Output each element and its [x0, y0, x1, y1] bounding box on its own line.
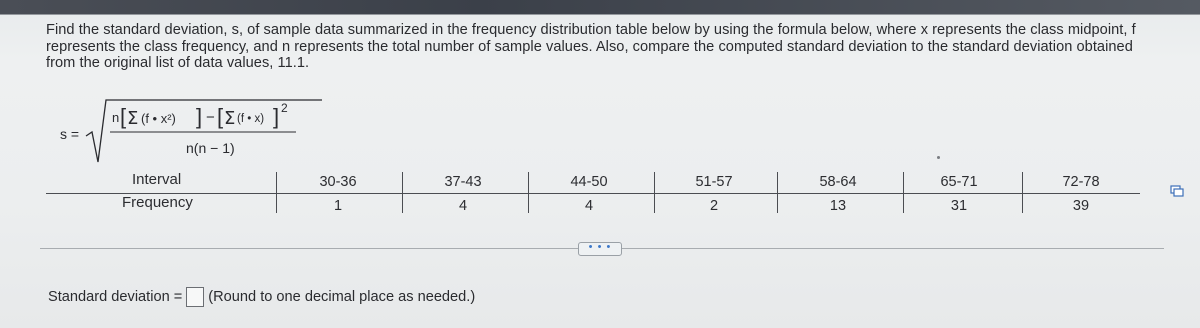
frequency-cell: 1	[333, 198, 343, 214]
table-divider	[46, 193, 1140, 194]
formula-exponent: 2	[281, 101, 288, 115]
frequency-cell: 4	[458, 198, 468, 214]
sigma-1: Σ	[127, 108, 139, 129]
column-separator	[654, 172, 655, 213]
interval-cell: 37-43	[444, 174, 482, 190]
frequency-cell: 39	[1072, 198, 1090, 214]
more-options-button[interactable]: • • •	[578, 242, 622, 256]
formula-minus: −	[206, 109, 215, 126]
sigma-2: Σ	[224, 108, 236, 129]
interval-cell: 65-71	[940, 174, 978, 190]
frequency-cell: 31	[950, 198, 968, 214]
formula-denominator: n(n − 1)	[186, 140, 235, 156]
top-bar	[0, 0, 1200, 14]
column-separator	[276, 172, 277, 213]
formula-n: n	[112, 110, 120, 125]
bracket-close-2: ]	[273, 104, 280, 129]
column-separator	[777, 172, 778, 213]
column-separator	[1022, 172, 1023, 213]
frequency-cell: 13	[829, 198, 847, 214]
std-dev-formula	[46, 98, 326, 168]
column-separator	[903, 172, 904, 213]
frequency-table	[46, 170, 1140, 216]
answer-hint: (Round to one decimal place as needed.)	[208, 289, 476, 305]
interval-cell: 72-78	[1062, 174, 1100, 190]
question-instructions: Find the standard deviation, s, of sample data summarized in the frequency distribution table below by using the formula below, where x represents the class midpoint, f represents the class frequency, and n represents the total number of sample values. Also, compare the computed standard deviation to the standard deviation obtained from the original list of data values, 11.1.	[46, 22, 1136, 71]
frequency-row-label: Frequency	[122, 194, 193, 211]
frequency-cell: 2	[709, 198, 719, 214]
bracket-open-1: [	[120, 104, 127, 129]
standard-deviation-input[interactable]	[186, 287, 204, 307]
copy-table-icon[interactable]	[1170, 184, 1184, 196]
bracket-open-2: [	[217, 104, 224, 129]
formula-lhs: s =	[60, 126, 80, 142]
column-separator	[528, 172, 529, 213]
formula-graphic	[46, 98, 326, 168]
interval-cell: 30-36	[319, 174, 357, 190]
interval-cell: 51-57	[695, 174, 733, 190]
copy-table-icon-graphic	[1170, 185, 1184, 197]
column-separator	[402, 172, 403, 213]
interval-cell: 44-50	[570, 174, 608, 190]
answer-row	[48, 286, 475, 308]
frequency-cell: 4	[584, 198, 594, 214]
stray-dot	[937, 156, 940, 159]
interval-cell: 58-64	[819, 174, 857, 190]
formula-term2: (f • x)	[237, 113, 265, 125]
formula-term1: (f • x²)	[141, 111, 176, 126]
answer-label: Standard deviation =	[48, 289, 183, 305]
bracket-close-1: ]	[196, 104, 203, 129]
interval-row-label: Interval	[132, 171, 182, 188]
